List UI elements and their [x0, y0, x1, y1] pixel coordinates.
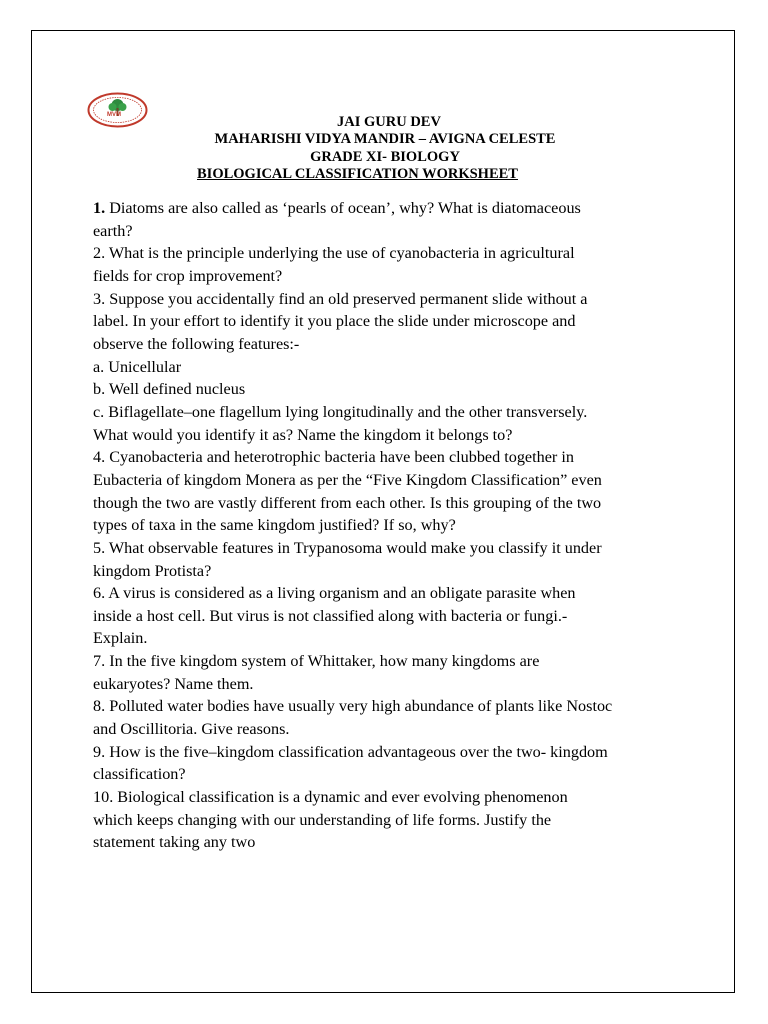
question-9: 9. How is the five–kingdom classification advantageous over the two- kingdom [93, 742, 608, 761]
question-2-line: fields for crop improvement? [93, 266, 283, 285]
question-6: 6. A virus is considered as a living organism and an obligate parasite when [93, 584, 576, 603]
question-1: 1. Diatoms are also called as ‘pearls of ocean’, why? What is diatomaceous [93, 199, 581, 217]
question-10: 10. Biological classification is a dynamic and ever evolving phenomenon [93, 788, 568, 807]
question-10-line: which keeps changing with our understanding of life forms. Justify the [93, 810, 552, 829]
question-3-feature-b: b. Well defined nucleus [93, 380, 246, 399]
question-3-line: observe the following features:- [93, 334, 300, 353]
question-6-line: Explain. [93, 629, 148, 648]
question-7-line: eukaryotes? Name them. [93, 674, 254, 693]
grade-subject: GRADE XI- BIOLOGY [310, 148, 460, 165]
question-3: 3. Suppose you accidentally find an old preserved permanent slide without a [93, 289, 588, 308]
question-1-number: 1. [93, 199, 106, 217]
question-1-line: earth? [93, 221, 133, 240]
question-2: 2. What is the principle underlying the use of cyanobacteria in agricultural [93, 244, 575, 263]
question-10-line: statement taking any two [93, 833, 256, 852]
school-name: MAHARISHI VIDYA MANDIR – AVIGNA CELESTE [214, 131, 556, 148]
question-4-line: though the two are vastly different from each other. Is this grouping of the two [93, 493, 602, 512]
header-line-1: JAI GURU DEV [337, 114, 441, 130]
question-7: 7. In the five kingdom system of Whittaker, how many kingdoms are [93, 652, 540, 671]
question-3-line: What would you identify it as? Name the kingdom it belongs to? [93, 425, 513, 444]
question-3-feature-a: a. Unicellular [93, 357, 182, 376]
question-8: 8. Polluted water bodies have usually very high abundance of plants like Nostoc [93, 697, 613, 716]
question-3-feature-c: c. Biflagellate–one flagellum lying longitudinally and the other transversely. [93, 402, 588, 421]
question-9-line: classification? [93, 765, 186, 784]
question-list [93, 197, 683, 854]
logo-monogram: MVM [107, 112, 121, 118]
question-5: 5. What observable features in Trypanosoma would make you classify it under [93, 538, 602, 557]
question-4-line: types of taxa in the same kingdom justified? If so, why? [93, 516, 456, 535]
question-4: 4. Cyanobacteria and heterotrophic bacteria have been clubbed together in [93, 448, 574, 467]
question-5-line: kingdom Protista? [93, 561, 212, 580]
question-8-line: and Oscillitoria. Give reasons. [93, 720, 290, 739]
question-4-line: Eubacteria of kingdom Monera as per the “Five Kingdom Classification” even [93, 470, 602, 489]
document-header [90, 114, 680, 183]
worksheet-title: BIOLOGICAL CLASSIFICATION WORKSHEET [197, 165, 518, 182]
question-6-line: inside a host cell. But virus is not classified along with bacteria or fungi.- [93, 606, 568, 625]
question-3-line: label. In your effort to identify it you place the slide under microscope and [93, 312, 576, 331]
